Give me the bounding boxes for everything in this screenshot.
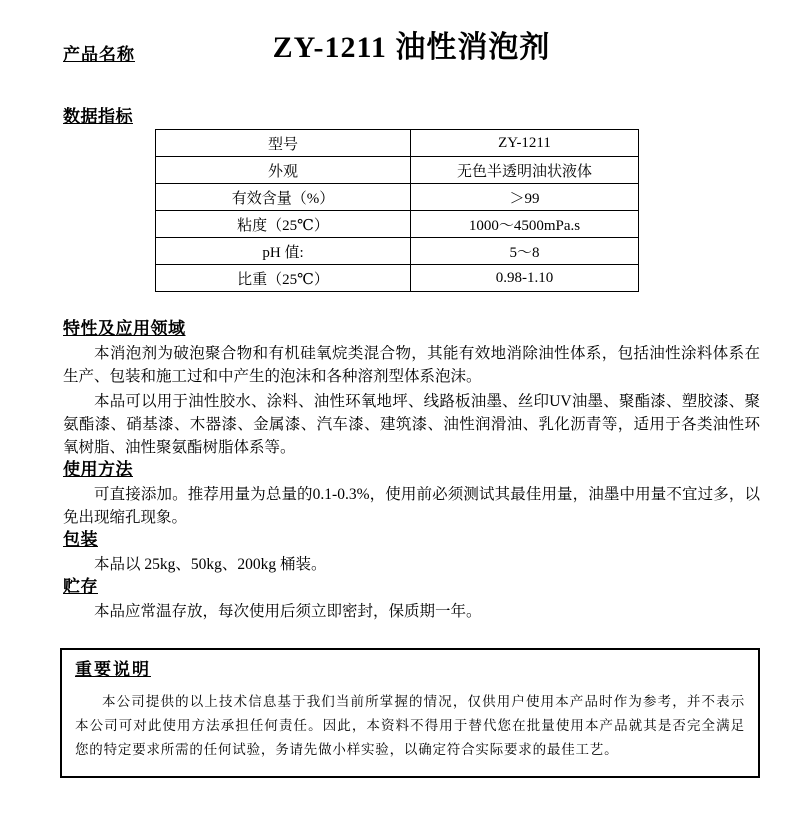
notice-paragraph: 本公司提供的以上技术信息基于我们当前所掌握的情况，仅供用户使用本产品时作为参考，并不表示本公司可对此使用方法承担任何责任。因此，本资料不得用于替代您在批量使用本产品就其是否完全满足您的特定要求所需的任何试验，务请先做小样实验，以确定符合实际要求的最佳工艺。 (75, 694, 745, 757)
product-name-label: 产品名称 (63, 45, 135, 64)
specs-table (155, 129, 639, 292)
table-row (156, 265, 639, 292)
spec-value-appearance: 无色半透明油状液体 (411, 157, 639, 184)
spec-label-ph: pH 值: (156, 238, 411, 265)
features-paragraph-2: 本品可以用于油性胶水、涂料、油性环氧地坪、线路板油墨、丝印UV油墨、聚酯漆、塑胶漆、聚氨酯漆、硝基漆、木器漆、金属漆、汽车漆、建筑漆、油性润滑油、乳化沥青等，适用于各类油性环氧树脂、油性聚氨酯树脂体系等。 (63, 393, 760, 456)
spec-value-active-content: ＞99 (411, 184, 639, 211)
notice-heading: 重要说明 (75, 660, 151, 679)
table-row (156, 130, 639, 157)
table-row (156, 157, 639, 184)
usage-heading: 使用方法 (63, 460, 133, 479)
packaging-paragraph: 本品以 25kg、50kg、200kg 桶装。 (94, 556, 327, 573)
page-title: ZY-1211 油性消泡剂 (272, 31, 551, 64)
spec-label-model: 型号 (156, 130, 411, 157)
table-row (156, 211, 639, 238)
specs-heading: 数据指标 (63, 107, 133, 126)
features-paragraph-1: 本消泡剂为破泡聚合物和有机硅氧烷类混合物，其能有效地消除油性体系，包括油性涂料体系在生产、包装和施工过和中产生的泡沫和各种溶剂型体系泡沫。 (63, 345, 760, 385)
storage-heading: 贮存 (63, 577, 98, 596)
table-row (156, 238, 639, 265)
spec-value-model: ZY-1211 (411, 130, 639, 157)
spec-value-density: 0.98-1.10 (411, 265, 639, 292)
spec-label-appearance: 外观 (156, 157, 411, 184)
spec-value-ph: 5～8 (411, 238, 639, 265)
section-packaging (63, 529, 760, 576)
section-specs (63, 106, 760, 292)
section-storage (63, 576, 760, 623)
spec-label-active-content: 有效含量（%） (156, 184, 411, 211)
section-features (63, 318, 760, 459)
section-usage (63, 459, 760, 529)
spec-label-viscosity: 粘度（25℃） (156, 211, 411, 238)
spec-value-viscosity: 1000～4500mPa.s (411, 211, 639, 238)
usage-paragraph: 可直接添加。推荐用量为总量的0.1-0.3%，使用前必须测试其最佳用量，油墨中用量不宜过多，以免出现缩孔现象。 (63, 486, 760, 526)
features-heading: 特性及应用领域 (63, 319, 186, 338)
storage-paragraph: 本品应常温存放，每次使用后须立即密封，保质期一年。 (94, 603, 482, 620)
table-row (156, 184, 639, 211)
document-header (63, 28, 760, 72)
important-notice-box (60, 648, 760, 778)
packaging-heading: 包装 (63, 530, 98, 549)
spec-label-density: 比重（25℃） (156, 265, 411, 292)
